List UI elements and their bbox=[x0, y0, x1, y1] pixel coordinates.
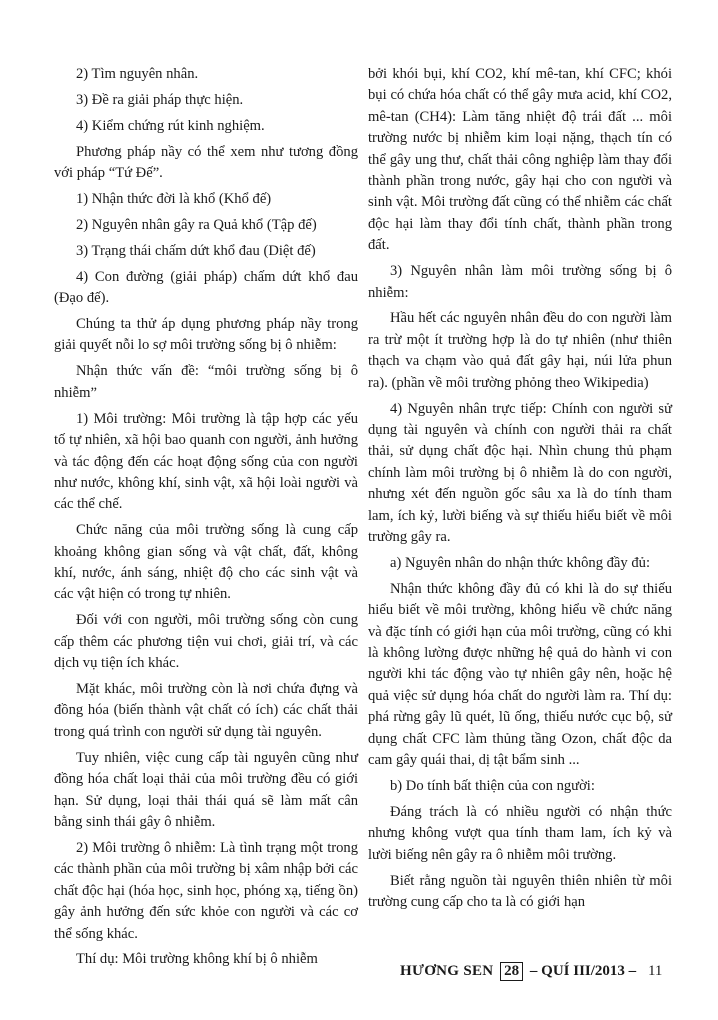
paragraph: 1) Nhận thức đời là khổ (Khổ đế) bbox=[76, 191, 272, 208]
paragraph: 4) Kiểm chứng rút kinh nghiệm. bbox=[76, 117, 265, 134]
paragraph: Thí dụ: Môi trường không khí bị ô nhiễm bbox=[76, 951, 318, 968]
paragraph: 2) Môi trường ô nhiễm: Là tình trạng một trong các thành phần của môi trường bị xâm nhập bởi các chất độc hại (hóa học, sinh học, phóng xạ, tiếng ồn) gây ảnh hưởng đến sức khỏe con người và các cơ thể sống khác. bbox=[54, 839, 358, 942]
right-column bbox=[368, 64, 672, 918]
issue-number: 28 bbox=[500, 962, 523, 981]
page-footer bbox=[400, 961, 670, 981]
paragraph: b) Do tính bất thiện của con người: bbox=[390, 778, 595, 794]
paragraph: Nhận thức vấn đề: “môi trường sống bị ô nhiễm” bbox=[54, 363, 358, 401]
paragraph: Phương pháp nầy có thể xem như tương đồng với pháp “Tứ Đế”. bbox=[54, 143, 358, 182]
paragraph: 4) Con đường (giải pháp) chấm dứt khổ đau (Đạo đế). bbox=[54, 268, 358, 307]
paragraph: Nhận thức không đầy đủ có khi là do sự thiếu hiểu biết về môi trường, không hiểu về chức năng và đặc tính có giới hạn của môi trường, cũng có khi là không lường được những hệ quả do hành vi con người khi tác động vào tự nhiên gây nên, hoặc hệ quả việc sử dụng hóa chất do người làm ra. Thí dụ: phá rừng gây lũ quét, lũ ống, thiếu nước cục bộ, sử dụng chất CFC làm thủng tầng Ozon, chất độc da cam gây quái thai, dị tật bẩm sinh ... bbox=[368, 580, 672, 769]
page-number: 11 bbox=[647, 963, 663, 979]
paragraph: 3) Nguyên nhân làm môi trường sống bị ô nhiễm: bbox=[368, 263, 672, 301]
paragraph: 3) Trạng thái chấm dứt khổ đau (Diệt đế) bbox=[76, 242, 316, 259]
paragraph: Mặt khác, môi trường còn là nơi chứa đựng và đồng hóa (biến thành vật chất có ích) các chất thải trong quá trình con người sử dụng tài nguyên. bbox=[54, 681, 358, 740]
paragraph: Biết rằng nguồn tài nguyên thiên nhiên từ môi trường cung cấp cho ta là có giới hạn bbox=[368, 872, 672, 911]
paragraph: Chúng ta thử áp dụng phương pháp nầy trong giải quyết nỗi lo sợ môi trường sống bị ô nhiễm: bbox=[54, 316, 358, 354]
issue-quarter: – QUÍ III/2013 – bbox=[529, 963, 637, 979]
paragraph: 1) Môi trường: Môi trường là tập hợp các yếu tố tự nhiên, xã hội bao quanh con người, ảnh hưởng và tác động đến các hoạt động sống của con người như nước, không khí, sinh vật, xã hội loài người và các thể chế. bbox=[54, 410, 358, 513]
paragraph: Hầu hết các nguyên nhân đều do con người làm ra trừ một ít trường hợp là do tự nhiên (như thiên thạch va chạm vào quả đất gây hại, núi lửa phun ra). (phần về môi trường phỏng theo Wikipedia) bbox=[368, 310, 672, 391]
paragraph: Đối với con người, môi trường sống còn cung cấp thêm các phương tiện vui chơi, giải trí, và các dịch vụ tiện ích khác. bbox=[54, 612, 358, 672]
paragraph: Đáng trách là có nhiều người có nhận thức nhưng không vượt qua tính tham lam, ích kỷ và lười biếng nên gây ra ô nhiễm môi trường. bbox=[368, 803, 672, 863]
paragraph: Chức năng của môi trường sống là cung cấp khoảng không gian sống và vật chất, đất, không khí, nước, ánh sáng, nhiệt độ cho các sinh vật và các vật hiện có trong tự nhiên. bbox=[54, 522, 358, 603]
paragraph: a) Nguyên nhân do nhận thức không đầy đủ: bbox=[390, 554, 651, 571]
paragraph: Tuy nhiên, việc cung cấp tài nguyên cũng như đồng hóa chất loại thải của môi trường đều có giới hạn. Sử dụng, loại thải thái quá sẽ làm mất cân bằng sinh thái gây ô nhiễm. bbox=[54, 749, 358, 830]
paragraph: 3) Đề ra giải pháp thực hiện. bbox=[76, 91, 244, 108]
paragraph: 2) Nguyên nhân gây ra Quả khổ (Tập đế) bbox=[76, 216, 317, 233]
paragraph: bởi khói bụi, khí CO2, khí mê-tan, khí CFC; khói bụi có chứa hóa chất có thể gây mưa acid, khí CO2, mê-tan (CH4): Làm tăng nhiệt độ trái đất ... môi trường nước bị nhiễm kim loại nặng, thạch tín có thể gây ung thư, chất thải công nghiệp làm thay đổi thành phần trong nước, gây hại cho con người và sinh vật. Môi trường đất cũng có thể nhiễm các chất độc hại làm thay đổi tính chất, thành phần trong đất. bbox=[368, 66, 672, 254]
left-column bbox=[54, 64, 358, 975]
paragraph: 4) Nguyên nhân trực tiếp: Chính con người sử dụng tài nguyên và chính con người thải ra chất thải, sử dụng chất độc hại. Nhìn chung thủ phạm chính làm môi trường bị ô nhiễm là do con người, nhưng xét đến nguồn gốc sâu xa là do tính tham lam, ích kỷ, lười biếng và sự thiếu hiểu biết về môi trường gây ra. bbox=[368, 400, 672, 546]
paragraph: 2) Tìm nguyên nhân. bbox=[76, 66, 199, 82]
magazine-title: HƯƠNG SEN bbox=[400, 963, 494, 979]
